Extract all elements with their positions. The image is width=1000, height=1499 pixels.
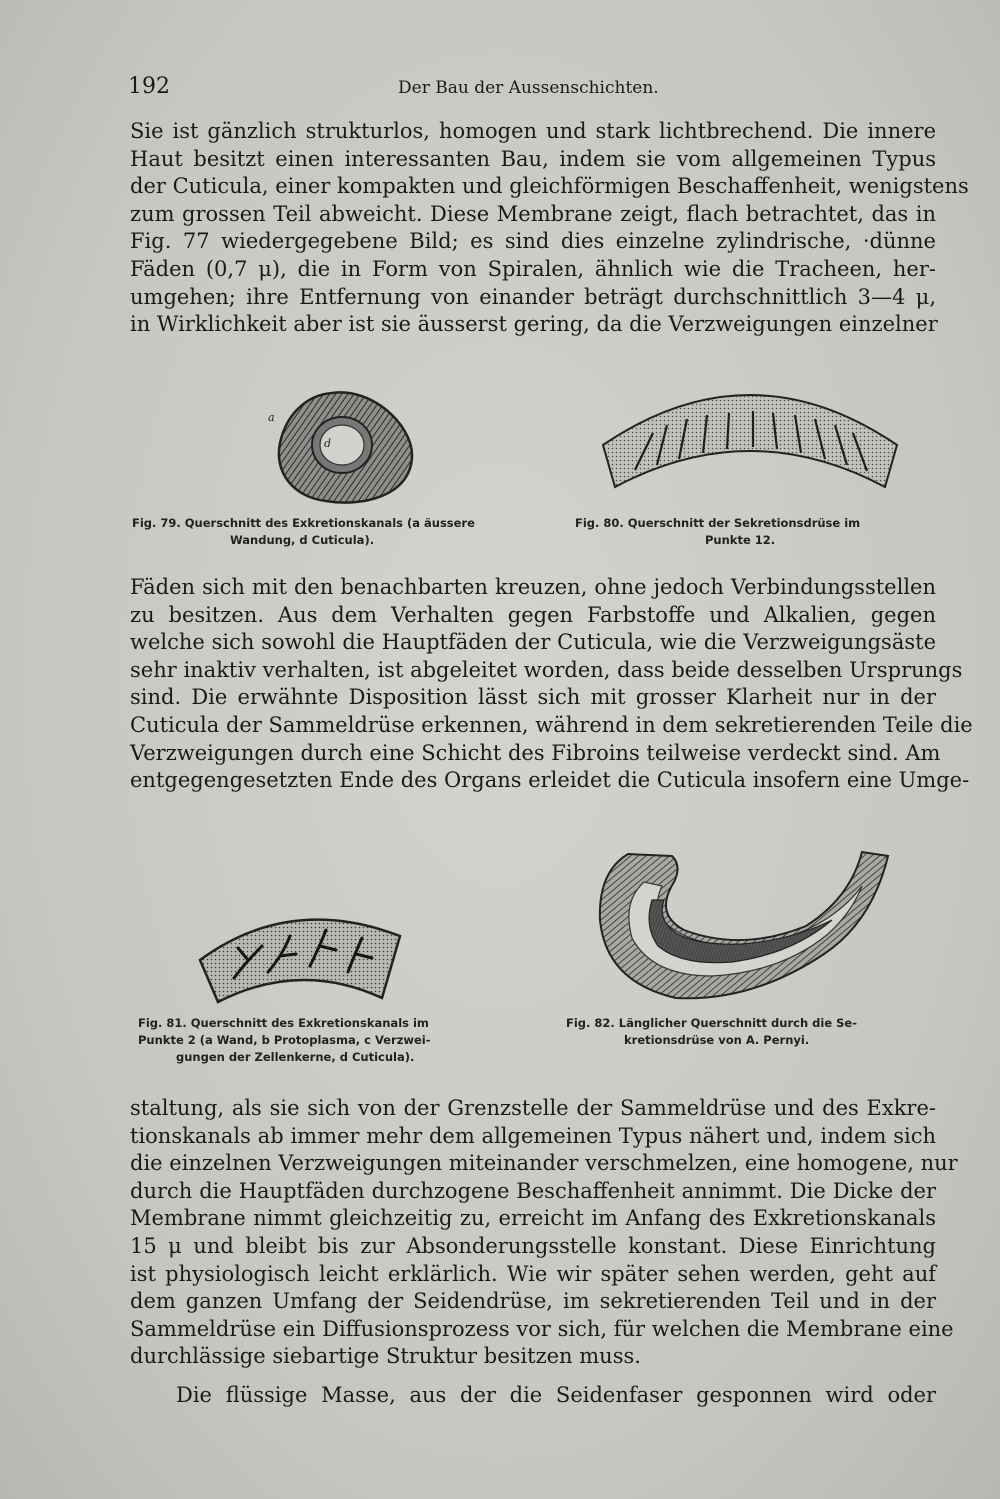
text-line: sind. Die erwähnte Disposition lässt sich mit grosser Klarheit nur in der	[130, 685, 936, 710]
text-line: Fäden sich mit den benachbarten kreuzen, ohne jedoch Verbindungsstellen	[130, 575, 936, 599]
text-line: 15 μ und bleibt bis zur Absonderungsstelle konstant. Diese Einrichtung	[130, 1233, 936, 1258]
text-line: ist physiologisch leicht erklärlich. Wie wir später sehen werden, geht auf	[130, 1261, 936, 1286]
figure-79-illustration	[262, 385, 432, 510]
text-line: durch die Hauptfäden durchzogene Beschaffenheit annimmt. Die Dicke der	[130, 1178, 936, 1203]
figure-79-caption	[132, 515, 475, 549]
text-line: sehr inaktiv verhalten, ist abgeleitet worden, dass beide desselben Ursprungs	[130, 657, 963, 682]
caption-line: Punkte 2 (a Wand, b Protoplasma, c Verzwei-	[138, 1033, 431, 1047]
figure-80-illustration	[595, 375, 905, 495]
paragraph-1	[130, 118, 969, 339]
text-line: umgehen; ihre Entfernung von einander beträgt durchschnittlich 3—4 μ,	[130, 284, 936, 309]
text-line: der Cuticula, einer kompakten und gleichförmigen Beschaffenheit, wenigstens	[130, 174, 969, 199]
text-line: Sie ist gänzlich strukturlos, homogen und stark lichtbrechend. Die innere	[130, 119, 936, 143]
caption-line: Fig. 82. Länglicher Querschnitt durch die Se-	[566, 1016, 857, 1030]
text-line: Fig. 77 wiedergegebene Bild; es sind dies einzelne zylindrische, ·dünne	[130, 229, 936, 254]
caption-line: gungen der Zellenkerne, d Cuticula).	[176, 1050, 415, 1064]
caption-line: Punkte 12.	[705, 533, 776, 547]
text-line: durchlässige siebartige Struktur besitzen muss.	[130, 1344, 641, 1369]
text-line: dem ganzen Umfang der Seidendrüse, im sekretierenden Teil und in der	[130, 1289, 936, 1314]
text-line: staltung, als sie sich von der Grenzstelle der Sammeldrüse und des Exkre-	[130, 1096, 936, 1120]
paragraph-2	[130, 574, 973, 795]
figure-82-illustration	[592, 842, 892, 1007]
caption-line: Fig. 80. Querschnitt der Sekretionsdrüse im	[575, 516, 861, 530]
figure-82-caption	[566, 1015, 857, 1049]
text-line: Cuticula der Sammeldrüse erkennen, während in dem sekretierenden Teile die	[130, 712, 973, 737]
text-line: welche sich sowohl die Hauptfäden der Cuticula, wie die Verzweigungsäste	[130, 630, 936, 655]
text-line: Verzweigungen durch eine Schicht des Fibroins teilweise verdeckt sind. Am	[130, 740, 941, 765]
text-line: tionskanals ab immer mehr dem allgemeinen Typus nähert und, indem sich	[130, 1123, 936, 1148]
page-number: 192	[128, 74, 170, 99]
text-line: zu besitzen. Aus dem Verhalten gegen Farbstoffe und Alkalien, gegen	[130, 602, 936, 627]
figure-79-label-a: a	[268, 411, 275, 424]
figure-79-label-d: d	[324, 437, 332, 450]
figure-80-caption	[575, 515, 860, 549]
figure-81-caption	[138, 1015, 431, 1066]
text-line: Membrane nimmt gleichzeitig zu, erreicht im Anfang des Exkretionskanals	[130, 1206, 936, 1231]
running-head: Der Bau der Aussenschichten.	[398, 78, 659, 98]
page-header	[128, 74, 948, 104]
caption-line: Fig. 81. Querschnitt des Exkretionskanals im	[138, 1016, 429, 1030]
text-line: in Wirklichkeit aber ist sie äusserst gering, da die Verzweigungen einzelner	[130, 312, 938, 337]
text-line: Die flüssige Masse, aus der die Seidenfaser gesponnen wird oder	[176, 1383, 936, 1407]
text-line: entgegengesetzten Ende des Organs erleidet die Cuticula insofern eine Umge-	[130, 768, 970, 793]
text-line: Haut besitzt einen interessanten Bau, indem sie vom allgemeinen Typus	[130, 146, 936, 171]
text-line: Fäden (0,7 μ), die in Form von Spiralen, ähnlich wie die Tracheen, her-	[130, 256, 936, 281]
text-line: zum grossen Teil abweicht. Diese Membrane zeigt, flach betrachtet, das in	[130, 201, 936, 226]
paragraph-4	[176, 1382, 936, 1410]
text-line: Sammeldrüse ein Diffusionsprozess vor sich, für welchen die Membrane eine	[130, 1316, 954, 1341]
caption-line: Wandung, d Cuticula).	[230, 533, 375, 547]
figure-81-illustration	[190, 902, 410, 1007]
text-line: die einzelnen Verzweigungen miteinander verschmelzen, eine homogene, nur	[130, 1151, 958, 1176]
paragraph-3	[130, 1095, 958, 1371]
caption-line: kretionsdrüse von A. Pernyi.	[624, 1033, 810, 1047]
caption-line: Fig. 79. Querschnitt des Exkretionskanals (a äussere	[132, 516, 475, 530]
